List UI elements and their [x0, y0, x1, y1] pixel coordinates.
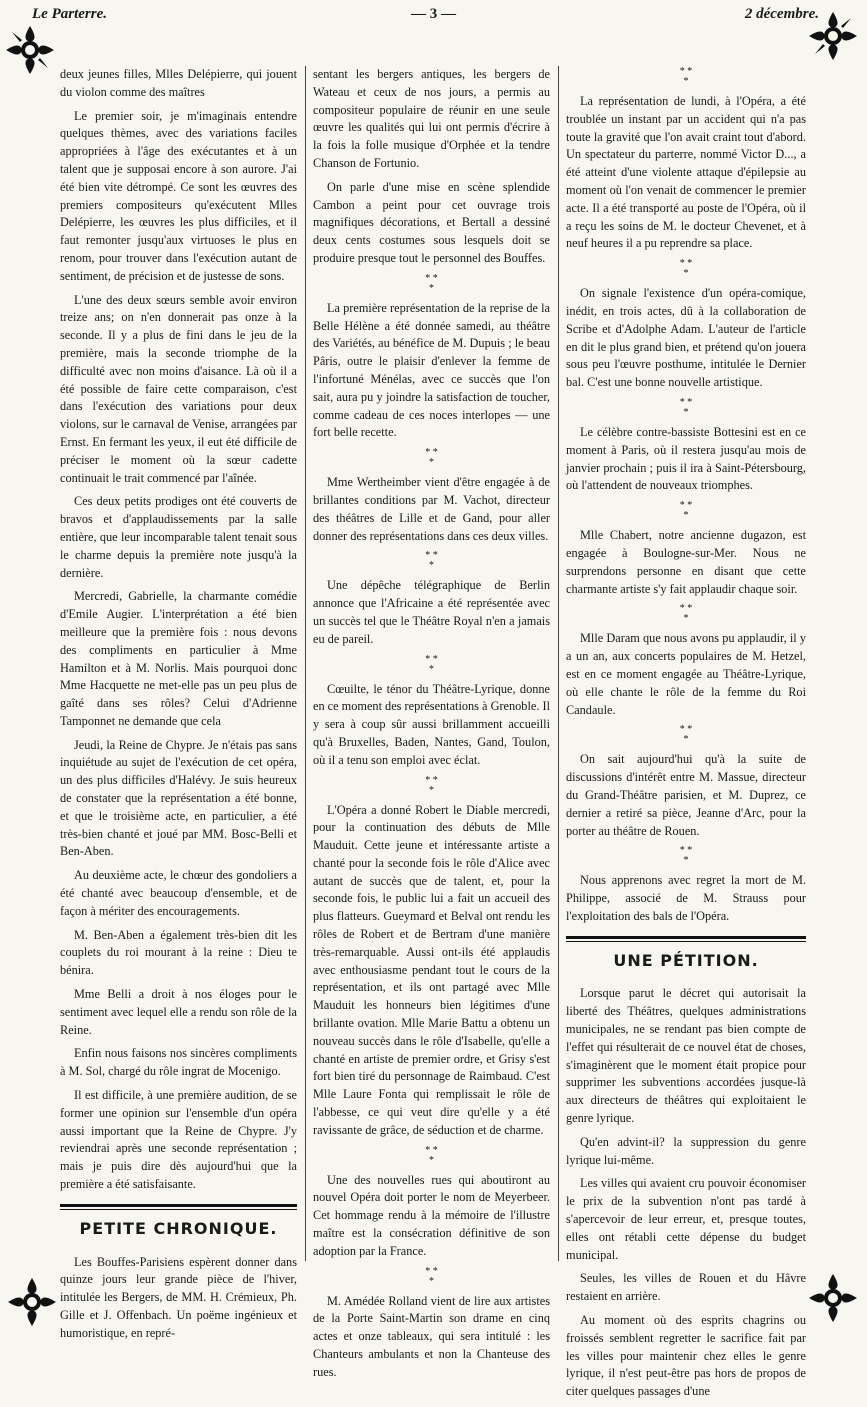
paragraph: Qu'en advint-il? la suppression du genre lyrique lui-même. — [566, 1134, 806, 1167]
paragraph: Il est difficile, à une première audition, de se former une opinion sur l'ensemble d'un opéra aussi important que la Reine de Chypre. J'y reviendrai après une seconde représentation ; mais je puis dire dès aujourd'hui que la première a été satisfaisante. — [60, 1088, 297, 1192]
floral-corner-ornament-icon — [805, 1270, 861, 1326]
paragraph: Mme Wertheimber vient d'être engagée à de brillantes conditions par M. Vachot, directeur des théâtres de Lille et de Gand, pour aller donner des représentations dans ces deux villes. — [313, 475, 550, 543]
asterism: * * * — [679, 396, 693, 418]
paragraph: M. Ben-Aben a également très-bien dit les couplets du roi mourant à la reine : Dieu te bénira. — [60, 927, 297, 978]
paragraph: L'Opéra a donné Robert le Diable mercredi, pour la continuation des débuts de Mlle Mauduit. Cette jeune et intéressante artiste a chanté pour la seconde fois le rôle d'Alice avec autant de succès que de talent, et, pour la seconde fois, le public lui a fait un accueil des plus flatteurs. Gueymard et Belval ont rendu les rôles de Robert et de Bertram d'une manière très-remarquable. Aussi ont-ils été applaudis avec enthousiasme pendant tout le cours de la représentation, et ils ont partagé avec Mlle Mauduit les honneurs bien légitimes d'une brillante ovation. Mlle Marie Battu a obtenu un nouveau succès dans le rôle d'Isabelle, qu'elle a chanté en artiste de premier ordre, et Grisy s'est fort bien tiré du personnage de Raimbaud. C'est Mlle Laure Fonta qui remplissait le rôle de l'abbesse, ce qui veut dire qu'elle y a été ravissante de grâce, de séduction et de charme. — [313, 802, 550, 1137]
asterism: * * * — [679, 724, 693, 746]
paragraph: Cœuilte, le ténor du Théâtre-Lyrique, donne en ce moment des représentations à Grenoble. Il y sera à coup sûr aussi brillamment accueilli qu'à Bruxelles, Baden, Nantes, Gand, Toulon, où il a tenu son emploi avec éclat. — [313, 681, 550, 767]
paragraph: Mme Belli a droit à nos éloges pour le sentiment avec lequel elle a rendu son rôle de la Reine. — [60, 987, 297, 1037]
paragraph: M. Amédée Rolland vient de lire aux artistes de la Porte Saint-Martin son drame en cinq actes et onze tableaux, qui sera intitulé : les Chanteurs ambulants et non la Chanteuse des rues. — [313, 1293, 550, 1379]
asterism: * * * — [425, 1144, 438, 1166]
asterism: * * * — [679, 258, 693, 280]
paragraph: Le premier soir, je m'imaginais entendre quelques thèmes, avec des variations faciles appropriées à l'âge des exécutantes et à un talent que je supposai encore à son aurore. J'ai été bien vite détrompé. Ce sont les œuvres des premiers compositeurs qu'exécutent Mlles Delépierre, les œuvres les plus difficiles, et il faut remonter jusqu'aux virtuoses le plus en renom, pour trouver dans l'exécution autant de sentiment, de précision et de justesse de sons. — [60, 108, 297, 283]
asterism: * * * — [679, 845, 693, 867]
page-number: — 3 — — [411, 6, 456, 22]
paragraph: Une dépêche télégraphique de Berlin annonce que l'Africaine a été représentée avec un succès tel que le Théâtre Royal n'en a jamais eu de pareil. — [313, 578, 550, 646]
paragraph: Mercredi, Gabrielle, la charmante comédie d'Emile Augier. L'interprétation a été bien meilleure que la première fois : nous devons des compliments en particulier à Mme Hamilton et à M. Norlis. Mais pourquoi donc Mme Hacquette ne met-elle pas un peu plus de gaîté dans ses rôles? Celui d'Adrienne Tamponnet ne demande que cela — [60, 589, 297, 728]
column-divider — [305, 66, 306, 1261]
paragraph: Une des nouvelles rues qui aboutiront au nouvel Opéra doit porter le nom de Meyerbeer. Cet hommage rendu à la mémoire de l'illustre maître est la consécration définitive de son adoption par la France. — [313, 1172, 550, 1258]
section-rule — [60, 1204, 297, 1210]
column-divider — [558, 66, 559, 1261]
paragraph: sentant les bergers antiques, les bergers de Wateau et ceux de nos jours, a permis au compositeur populaire de réunir en une seule œuvre les qualités qui lui ont permis d'écrire à la fois la folle musique d'Orphée et la tendre Chanson de Fortunio. — [313, 67, 550, 170]
section-title: UNE PÉTITION. — [613, 950, 759, 970]
paragraph: Ces deux petits prodiges ont été couverts de bravos et d'applaudissements par la salle entière, que leur incomparable talent tenait sous le charme depuis la première note jusqu'à la dernière. — [60, 494, 297, 580]
asterism: * * * — [425, 447, 438, 469]
paragraph: La première représentation de la reprise de la Belle Hélène a été donnée samedi, au théâtre des Variétés, au bénéfice de M. Dupuis ; le beau Pâris, outre le plaisir d'enlever la femme de l'infortuné Ménélas, avec ce succès que l'on sait, aura pu y joindre la satisfaction de toucher, comme cadeau de ces noces interlopes — une fort belle recette. — [313, 300, 550, 440]
paragraph: Enfin nous faisons nos sincères compliments à M. Sol, chargé du rôle ingrat de Mocenigo. — [60, 1046, 297, 1079]
paragraph: La représentation de lundi, à l'Opéra, a été troublée un instant par un accident qui n'a pas toute la gravité que l'on avait craint tout d'abord. Un spectateur du parterre, nommé Victor D..., a été atteint d'une violente attaque d'épilepsie au moment où l'on venait de commencer le premier acte. Il a été transporté au poste de l'Opéra, où il a reçu les soins de M. le docteur Chevenet, et à neuf heures il a pu reprendre sa place. — [566, 94, 806, 251]
asterism: * * * — [679, 66, 693, 87]
section-title: PETITE CHRONIQUE. — [79, 1218, 278, 1238]
paragraph: Les villes qui avaient cru pouvoir économiser le prix de la subvention n'ont pas tardé à s'apercevoir de leur erreur, et, presque toutes, elles ont rétabli cette dépense du budget municipal. — [566, 1176, 806, 1262]
floral-corner-ornament-icon — [805, 8, 861, 64]
paragraph: Lorsque parut le décret qui autorisait la liberté des Théâtres, quelques administrations municipales, ne se rendant pas bien compte de l'effet qui résulterait de ce nouvel état de choses, s'imaginèrent que le moment était propice pour supprimer les subventions accordées jusque-là aux directeurs de théâtres qui exploitaient le genre lyrique. — [566, 986, 806, 1126]
asterism: * * * — [425, 653, 438, 675]
asterism: * * * — [425, 774, 438, 796]
paragraph: Mlle Daram que nous avons pu applaudir, il y a un an, aux concerts populaires de M. Hetzel, est en ce moment engagée au Théâtre-Lyrique, où elle chante le rôle de la femme du Roi Candaule. — [566, 631, 806, 717]
paragraph: On parle d'une mise en scène splendide Cambon a peint pour cet ouvrage trois magnifiques décorations, et Bertall a dessiné deux cents costumes sous lesquels doit se produire presque tout le personnel des Bouffes. — [313, 179, 550, 265]
asterism: * * * — [425, 272, 438, 294]
section-rule — [566, 936, 806, 942]
column-3 — [566, 62, 806, 1407]
paragraph: Les Bouffes-Parisiens espèrent donner dans quinze jours leur grande pièce de l'hiver, intitulée les Bergers, de MM. H. Crémieux, Ph. Gille et J. Offenbach. Un poëme ingénieux et humoristique, en repré- — [60, 1254, 297, 1340]
paragraph: Au moment où des esprits chagrins ou froissés semblent regretter le sacrifice fait par les villes pour maintenir chez elles le genre lyrique, il n'est peut-être pas hors de propos de citer quelques passages d'une — [566, 1313, 806, 1399]
paragraph: L'une des deux sœurs semble avoir environ treize ans; on n'en donnerait pas onze à la seconde. Il y a plus de fini dans le jeu de la première, mais la seconde triomphe de la difficulté avec non moins d'aisance. Là où il a été possible de faire cette comparaison, c'est dans l'exécution des variations pour deux violons, sur le carnaval de Venise, arrangées par Ernst. En fermant les yeux, il eut été difficile de préciser le moment où la sœur cadette continuait le trait commencé par l'aînée. — [60, 292, 297, 485]
paragraph: Nous apprenons avec regret la mort de M. Philippe, associé de M. Strauss pour l'exploitation des bals de l'Opéra. — [566, 873, 806, 923]
page-header — [0, 4, 867, 26]
column-2 — [313, 66, 550, 1388]
paragraph: Seules, les villes de Rouen et du Hâvre restaient en arrière. — [566, 1271, 806, 1304]
journal-title: Le Parterre. — [32, 6, 107, 22]
paragraph: On sait aujourd'hui qu'à la suite de discussions d'intérêt entre M. Massue, directeur du Grand-Théâtre parisien, et M. Duprez, ce dernier a retiré sa pièce, Jeanne d'Arc, pour la porter au théâtre de Rouen. — [566, 752, 806, 838]
asterism: * * * — [679, 500, 693, 522]
paragraph: Le célèbre contre-bassiste Bottesini est en ce moment à Paris, où il restera jusqu'au mois de janvier prochain ; puis il ira à Saint-Pétersbourg, où l'attendent de nouveaux triomphes. — [566, 424, 806, 493]
paragraph: deux jeunes filles, Mlles Delépierre, qui jouent du violon comme des maîtres — [60, 67, 297, 99]
asterism: * * * — [679, 603, 693, 625]
issue-date: 2 décembre. — [744, 6, 819, 22]
floral-corner-ornament-icon — [2, 22, 58, 78]
column-1 — [60, 66, 297, 1349]
paragraph: Mlle Chabert, notre ancienne dugazon, est engagée à Boulogne-sur-Mer. Nous ne surprendons personne en disant que cette charmante artiste s'y fait applaudir chaque soir. — [566, 528, 806, 596]
paragraph: Au deuxième acte, le chœur des gondoliers a été chanté avec beaucoup d'ensemble, et de façon à mériter des encouragements. — [60, 868, 297, 918]
floral-corner-ornament-icon — [4, 1274, 60, 1330]
paragraph: Jeudi, la Reine de Chypre. Je n'étais pas sans inquiétude au sujet de l'exécution de cet opéra, un des plus difficiles d'Halévy. Je suis heureux de constater que la représentation a été bonne, et que le troisième acte, en particulier, a été très-bien chanté et joué par MM. Bosc-Belli et Ben-Aben. — [60, 737, 297, 859]
paragraph: On signale l'existence d'un opéra-comique, inédit, en trois actes, dû à la collaboration de Scribe et d'Adolphe Adam. L'auteur de l'article en dit le plus grand bien, et prétend qu'on jouera sous peu l'œuvre posthume, intitulée le Dernier bal. C'est une bonne nouvelle artistique. — [566, 286, 806, 390]
asterism: * * * — [425, 550, 438, 572]
asterism: * * * — [425, 1265, 438, 1287]
